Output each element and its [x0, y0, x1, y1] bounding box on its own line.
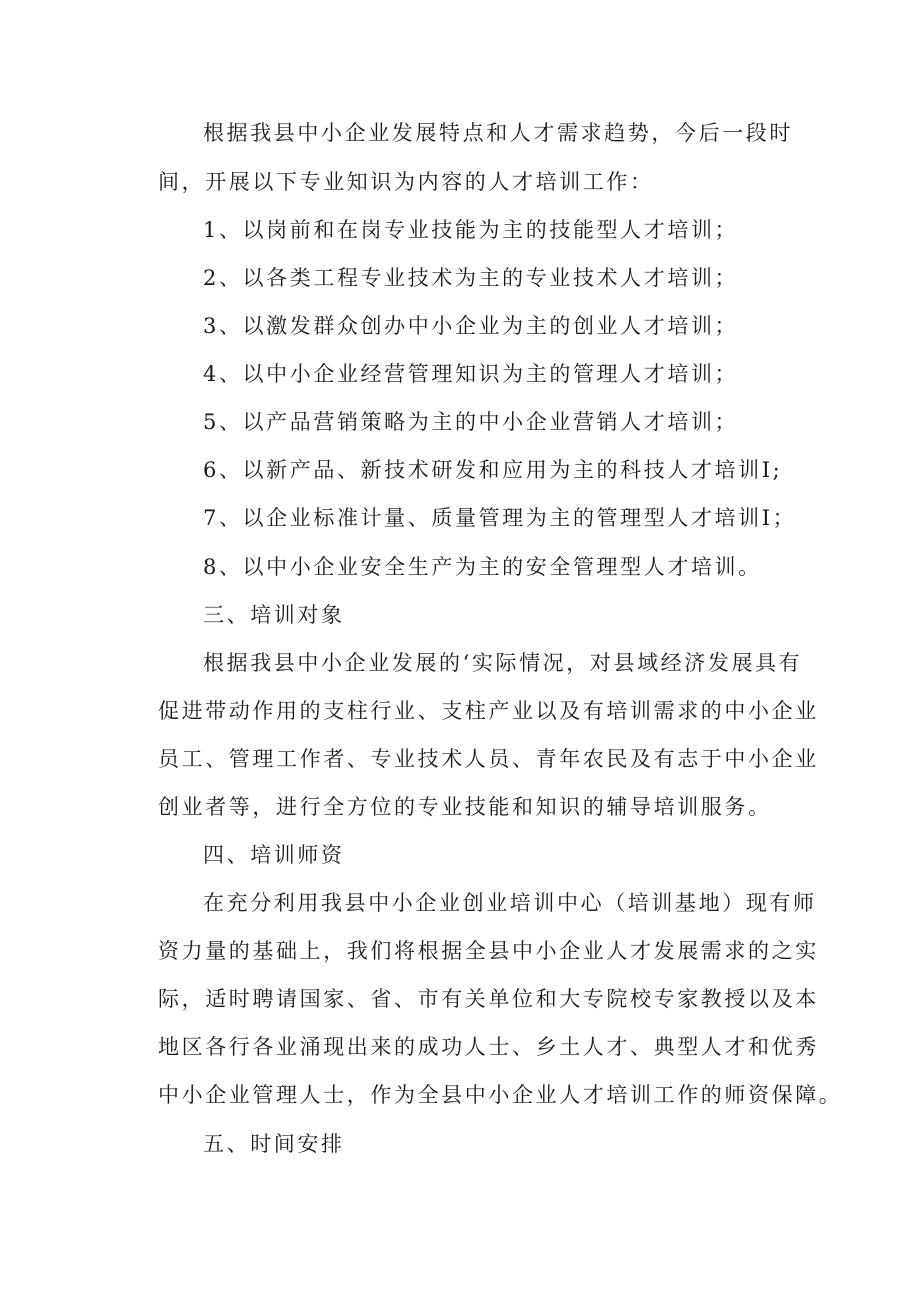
- paragraph-3-line-2: 资力量的基础上，我们将根据全县中小企业人才发展需求的之实: [158, 939, 819, 963]
- paragraph-3-line-5: 中小企业管理人士，作为全县中小企业人才培训工作的师资保障。: [158, 1083, 843, 1107]
- paragraph-2-line-4: 创业者等，进行全方位的专业技能和知识的辅导培训服务。: [158, 795, 772, 819]
- list-item-8: 8、以中小企业安全生产为主的安全管理型人才培训。: [203, 555, 762, 579]
- section-heading-4: 四、培训师资: [203, 843, 345, 867]
- list-item-4: 4、以中小企业经营管理知识为主的管理人才培训；: [203, 362, 739, 386]
- paragraph-2-line-2: 促进带动作用的支柱行业、支柱产业以及有培训需求的中小企业: [158, 699, 819, 723]
- section-heading-5: 五、时间安排: [203, 1132, 345, 1156]
- list-item-3: 3、以激发群众创办中小企业为主的创业人才培训；: [203, 314, 739, 338]
- paragraph-3-line-3: 际，适时聘请国家、省、市有关单位和大专院校专家教授以及本: [158, 987, 819, 1011]
- list-item-1: 1、以岗前和在岗专业技能为主的技能型人才培训；: [203, 218, 739, 242]
- list-item-7: 7、以企业标准计量、质量管理为主的管理型人才培训Ⅰ；: [203, 506, 797, 530]
- list-item-6: 6、以新产品、新技术研发和应用为主的科技人才培训Ⅰ;: [203, 458, 783, 482]
- paragraph-2-line-3: 员工、管理工作者、专业技术人员、青年农民及有志于中小企业: [158, 747, 819, 771]
- paragraph-3-line-4: 地区各行各业涌现出来的成功人士、乡土人才、典型人才和优秀: [158, 1035, 819, 1059]
- list-item-5: 5、以产品营销策略为主的中小企业营销人才培训；: [203, 410, 739, 434]
- paragraph-3-line-1: 在充分利用我县中小企业创业培训中心（培训基地）现有师: [203, 891, 817, 915]
- section-heading-3: 三、培训对象: [203, 603, 345, 627]
- paragraph-2-line-1: 根据我县中小企业发展的‘实际情况，对县域经济发展具有: [203, 651, 803, 675]
- paragraph-1-line-1: 根据我县中小企业发展特点和人才需求趋势，今后一段时: [203, 121, 793, 145]
- paragraph-1-line-2: 间，开展以下专业知识为内容的人才培训工作：: [158, 170, 654, 194]
- list-item-2: 2、以各类工程专业技术为主的专业技术人才培训；: [203, 266, 739, 290]
